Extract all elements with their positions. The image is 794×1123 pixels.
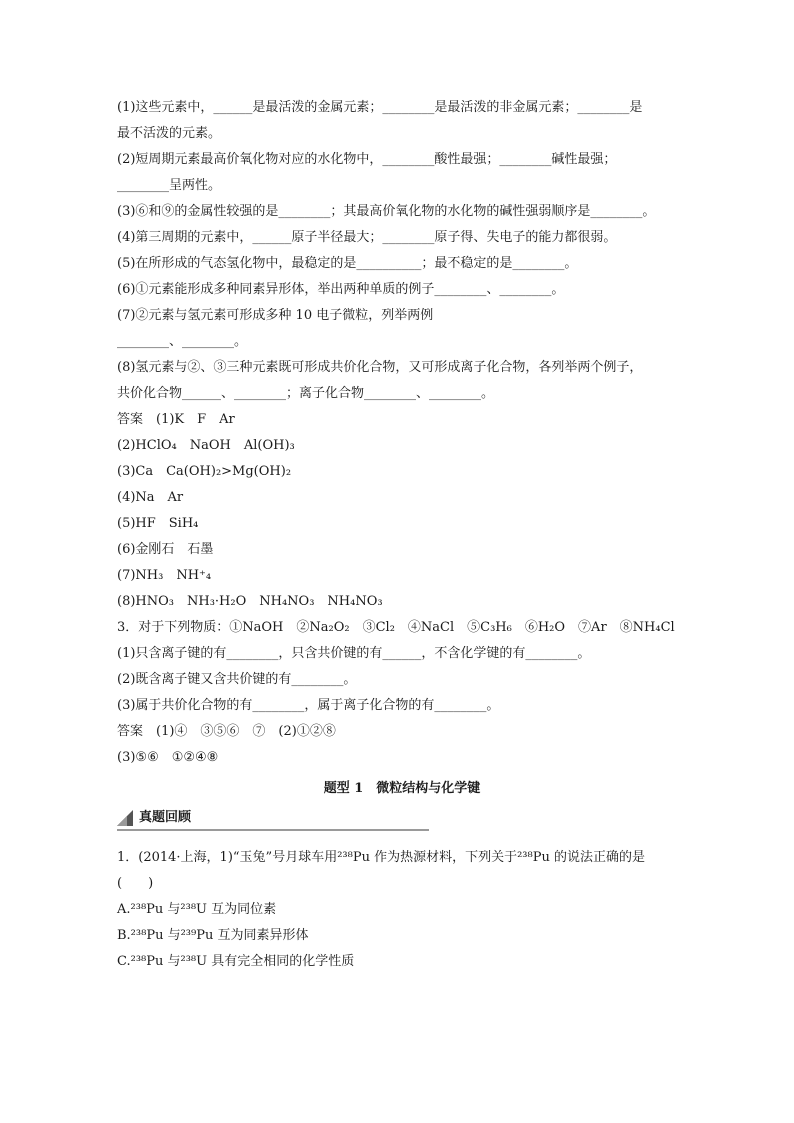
answer-line: 答案 (1)K F Ar: [117, 412, 235, 427]
section-bar-label: 真题回顾: [139, 810, 192, 825]
text-line: 共价化合物______、________；离子化合物________、________。: [117, 386, 495, 401]
question-line: ( ): [117, 876, 154, 891]
answer-line: 答案 (1)④ ③⑤⑥ ⑦ (2)①②⑧: [117, 724, 336, 739]
text-line: (7)②元素与氢元素可形成多种 10 电子微粒，列举两例: [117, 308, 434, 323]
option-a: A.²³⁸Pu 与²³⁸U 互为同位素: [117, 902, 277, 917]
section-bar: [117, 807, 429, 831]
corner-triangle-icon: [117, 810, 133, 826]
document-page: [117, 95, 687, 975]
question-line: 3．对于下列物质：①NaOH ②Na₂O₂ ③Cl₂ ④NaCl ⑤C₃H₆ ⑥H₂O ⑦Ar ⑧NH₄Cl: [117, 620, 675, 635]
text-line: (1)这些元素中，______是最活泼的金属元素；________是最活泼的非金属元素；________是: [117, 100, 643, 115]
text-line: ________呈两性。: [117, 178, 222, 193]
option-b: B.²³⁸Pu 与²³⁹Pu 互为同素异形体: [117, 928, 309, 943]
question-line: (2)既含离子键又含共价键的有________。: [117, 672, 357, 687]
section-title: 题型 1 微粒结构与化学键: [323, 781, 481, 796]
answer-line: (6)金刚石 石墨: [117, 542, 214, 557]
answer-line: (3)⑤⑥ ①②④⑧: [117, 750, 219, 765]
question-line: (1)只含离子键的有________，只含共价键的有______，不含化学键的有________。: [117, 646, 591, 661]
option-c: C.²³⁸Pu 与²³⁸U 具有完全相同的化学性质: [117, 954, 355, 969]
answer-line: (4)Na Ar: [117, 490, 184, 505]
text-line: (5)在所形成的气态氢化物中，最稳定的是__________；最不稳定的是________。: [117, 256, 578, 271]
answer-line: (2)HClO₄ NaOH Al(OH)₃: [117, 438, 295, 453]
text-line: 最不活泼的元素。: [117, 126, 222, 141]
answer-line: (3)Ca Ca(OH)₂>Mg(OH)₂: [117, 464, 292, 479]
text-line: ________、________。: [117, 334, 248, 349]
question-line: (3)属于共价化合物的有________，属于离子化合物的有________。: [117, 698, 500, 713]
answer-line: (8)HNO₃ NH₃·H₂O NH₄NO₃ NH₄NO₃: [117, 594, 383, 609]
text-line: (2)短周期元素最高价氧化物对应的水化物中，________酸性最强；________碱性最强；: [117, 152, 617, 167]
text-line: (8)氢元素与②、③三种元素既可形成共价化合物，又可形成离子化合物，各列举两个例子，: [117, 360, 643, 375]
answer-line: (5)HF SiH₄: [117, 516, 199, 531]
text-line: (3)⑥和⑨的金属性较强的是________；其最高价氧化物的水化物的碱性强弱顺序是________。: [117, 204, 656, 219]
answer-line: (7)NH₃ NH⁺₄: [117, 568, 212, 583]
question-line: 1．(2014·上海，1)“玉兔”号月球车用²³⁸Pu 作为热源材料，下列关于²³⁸Pu 的说法正确的是: [117, 850, 645, 865]
text-line: (4)第三周期的元素中，______原子半径最大；________原子得、失电子的能力都很弱。: [117, 230, 617, 245]
text-line: (6)①元素能形成多种同素异形体，举出两种单质的例子________、________。: [117, 282, 565, 297]
